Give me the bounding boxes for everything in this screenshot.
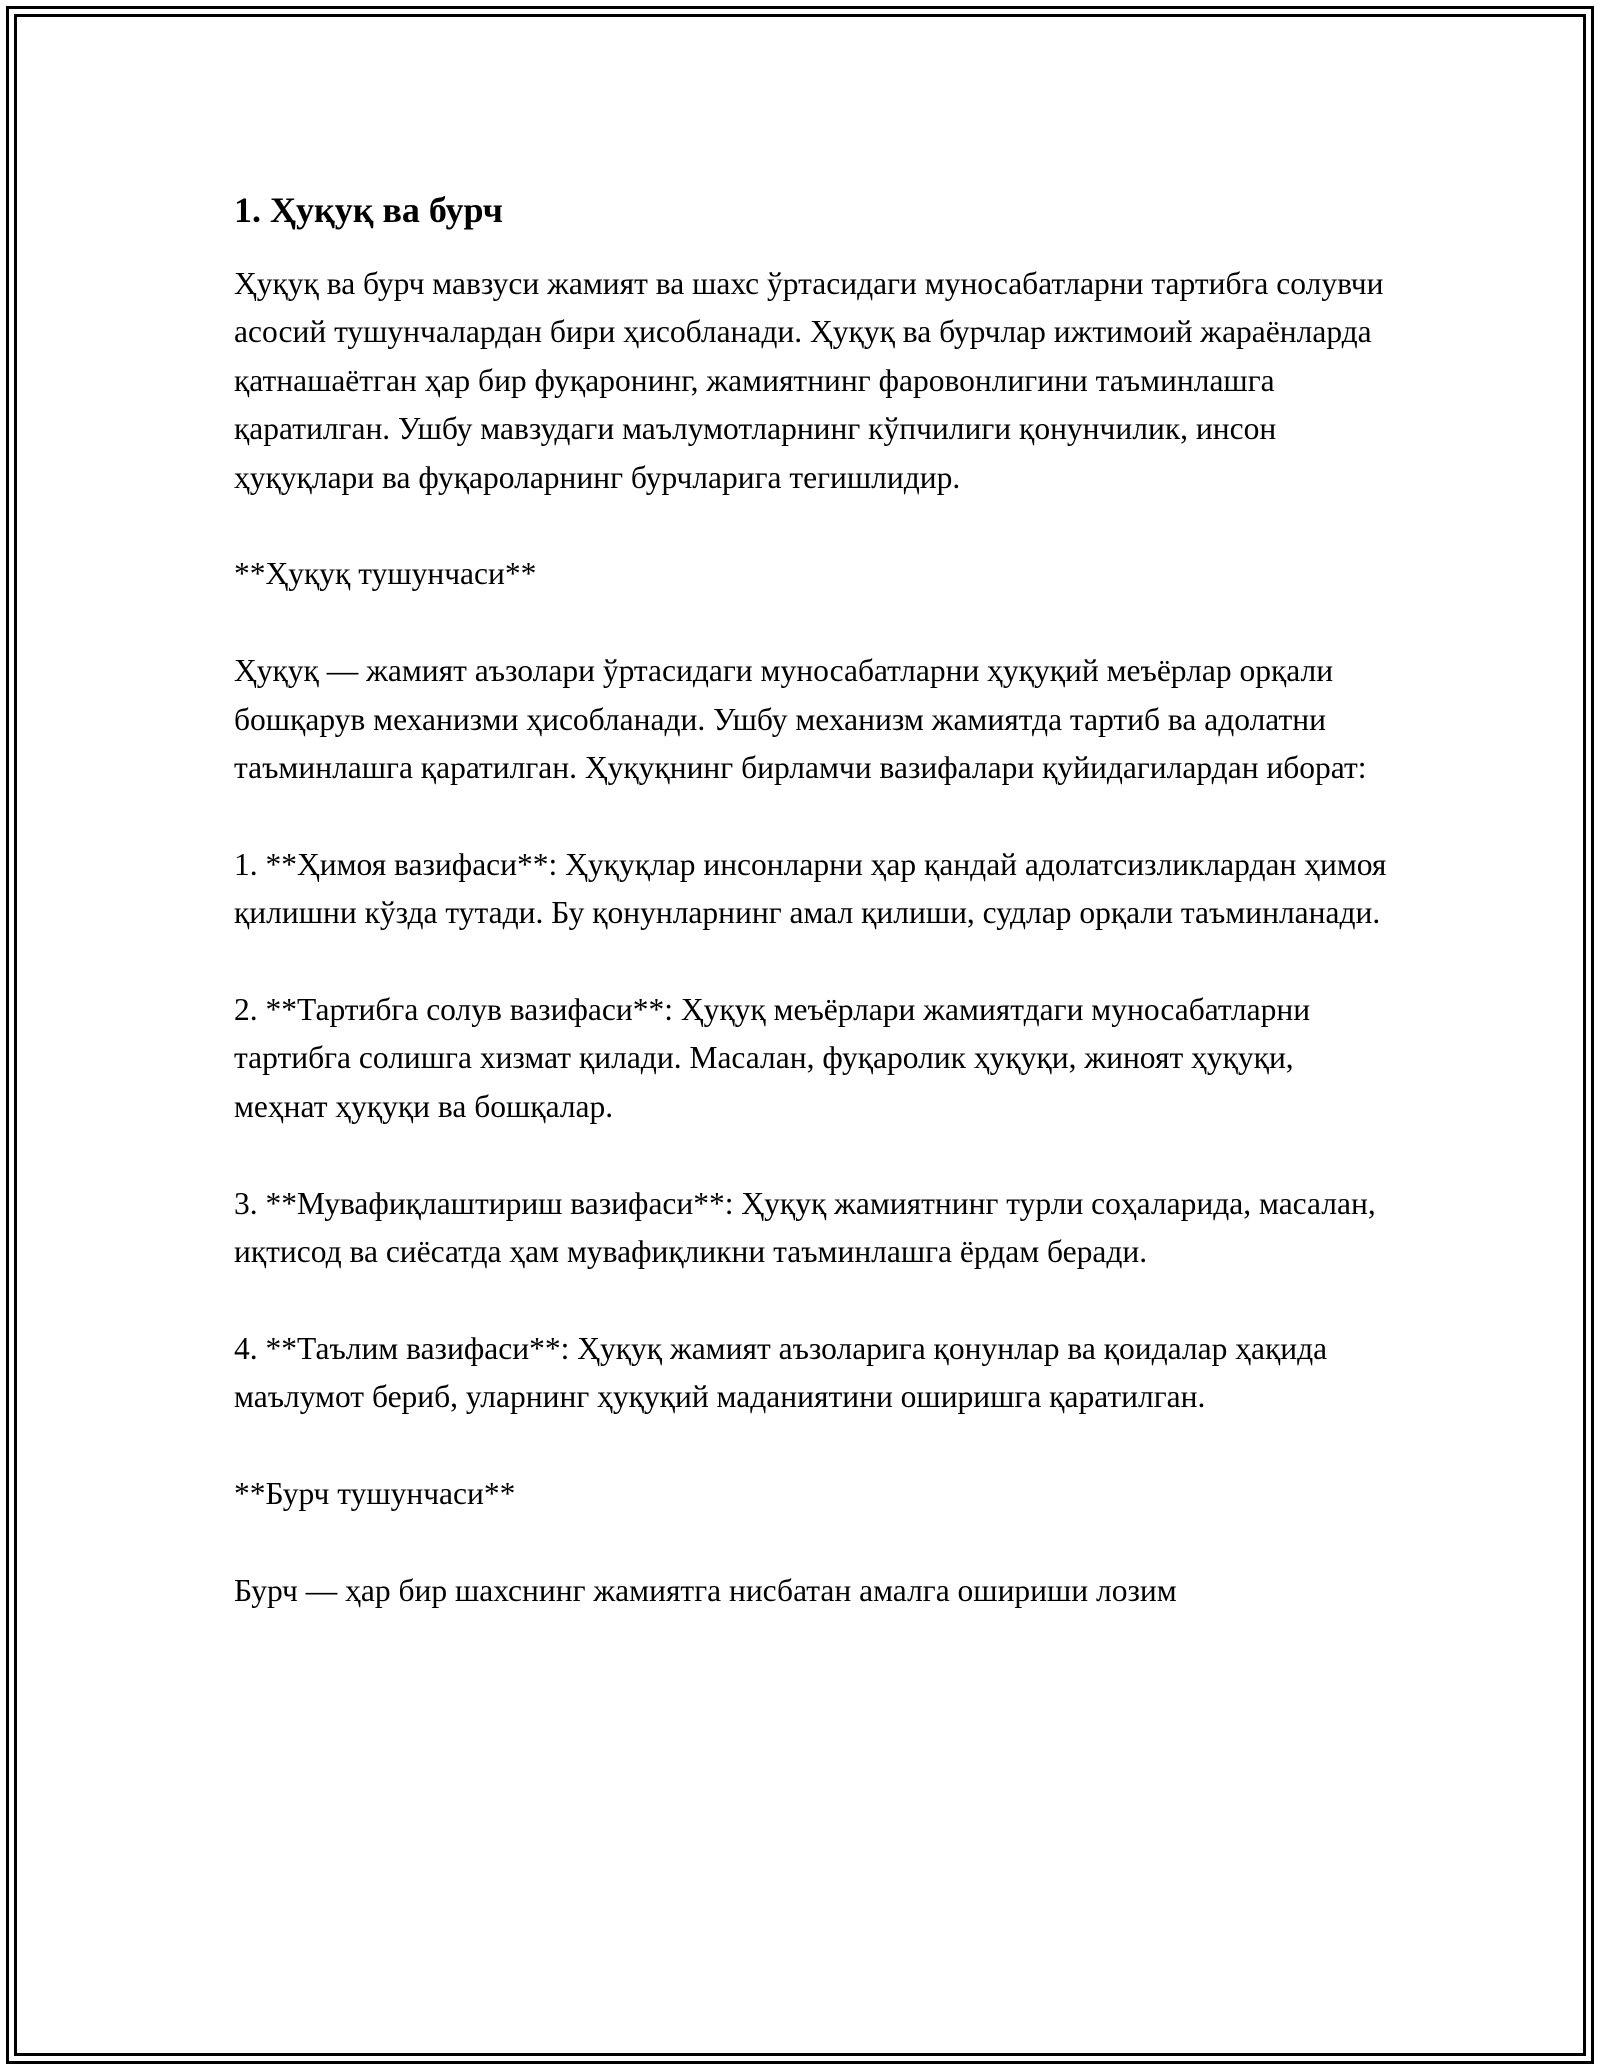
intro-paragraph: Ҳуқуқ ва бурч мавзуси жамият ва шахс ўртасидаги муносабатларни тартибга солувчи асосий тушунчалардан бири ҳисобланади. Ҳуқуқ ва бурчлар ижтимоий жараёнларда қатнашаётган ҳар бир фуқаронинг, жамиятнинг фаровонлигини таъминлашга қаратилган. Ушбу мавзудаги маълумотларнинг кўпчилиги қонунчилик, инсон ҳуқуқлари ва фуқароларнинг бурчларига тегишлидир. — [234, 266, 1384, 495]
list-item-coordination-function: 3. **Мувафиқлаштириш вазифаси**: Ҳуқуқ жамиятнинг турли соҳаларида, масалан, иқтисод ва сиёсатда ҳам мувафиқликни таъминлашга ёрдам беради. — [234, 1185, 1376, 1270]
subheading-law-concept: **Ҳуқуқ тушунчаси** — [234, 556, 537, 592]
duty-definition-paragraph: Бурч — ҳар бир шахснинг жамиятга нисбатан амалга ошириши лозим — [234, 1572, 1177, 1608]
document-body — [234, 186, 1394, 1615]
section-heading: 1. Ҳуқуқ ва бурч — [234, 190, 503, 230]
list-item-protection-function: 1. **Ҳимоя вазифаси**: Ҳуқуқлар инсонларни ҳар қандай адолатсизликлардан ҳимоя қилишни кўзда тутади. Бу қонунларнинг амал қилиши, судлар орқали таъминланади. — [234, 846, 1387, 931]
subheading-duty-concept: **Бурч тушунчаси** — [234, 1476, 516, 1512]
law-definition-paragraph: Ҳуқуқ — жамият аъзолари ўртасидаги муносабатларни ҳуқуқий меъёрлар орқали бошқарув механизми ҳисобланади. Ушбу механизм жамиятда тартиб ва адолатни таъминлашга қаратилган. Ҳуқуқнинг бирламчи вазифалари қуйидагилардан иборат: — [234, 653, 1367, 786]
list-item-regulation-function: 2. **Тартибга солув вазифаси**: Ҳуқуқ меъёрлари жамиятдаги муносабатларни тартибга солишга хизмат қилади. Масалан, фуқаролик ҳуқуқи, жиноят ҳуқуқи, меҳнат ҳуқуқи ва бошқалар. — [234, 992, 1311, 1124]
list-item-education-function: 4. **Таълим вазифаси**: Ҳуқуқ жамият аъзоларига қонунлар ва қоидалар ҳақида маълумот бериб, уларнинг ҳуқуқий маданиятини оширишга қаратилган. — [234, 1330, 1328, 1415]
